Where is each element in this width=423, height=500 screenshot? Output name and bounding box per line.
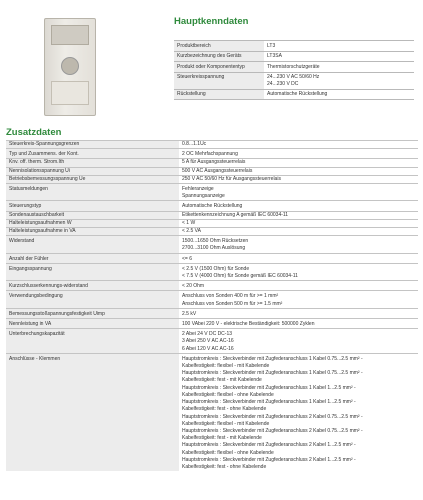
zusatzdaten-row	[6, 236, 418, 253]
spec-label: Steuerungstyp	[6, 201, 179, 211]
hauptkenndaten-row	[174, 89, 414, 100]
spec-label: Bemessungsstoßspannungsfestigkeit Uimp	[6, 308, 179, 318]
spec-label: Nennisolationsspannung Ui	[6, 167, 179, 175]
hauptkenndaten-heading: Hauptkenndaten	[174, 16, 249, 27]
spec-label: Halteleistungsaufnahme in VA	[6, 228, 179, 236]
spec-value-line: Hauptstromkreis : Steckverbinder mit Zugfederanschluss 1 Kabel 1...2.5 mm² -	[182, 384, 356, 391]
spec-value-line: Anschluss von Sonden 400 m für >= 1 mm²	[182, 293, 279, 300]
spec-value-line: < 7.5 V (4000 Ohm) für Sonde gemäß IEC 60034-11	[182, 273, 298, 280]
spec-label: Unterbrechungskapazität	[6, 329, 179, 354]
spec-value-line: 250 V AC 50/60 Hz für Ausgangssteuerrelais	[182, 175, 281, 182]
spec-value-line: Hauptstromkreis : Steckverbinder mit Zugfederanschluss 1 Kabel 0.75...2.5 mm² -	[182, 355, 363, 362]
spec-value-line: Etikettenkennzeichnung A gemäß IEC 60034-11	[182, 211, 289, 218]
spec-value	[264, 51, 414, 62]
zusatzdaten-row	[6, 228, 418, 236]
spec-label: Produktbereich	[174, 41, 264, 52]
spec-value-line: < 2.5 V (1500 Ohm) für Sonde	[182, 265, 250, 272]
hauptkenndaten-row	[174, 51, 414, 62]
spec-value-line: Automatische Rückstellung	[182, 203, 243, 210]
spec-label: Steuerkreisspannung	[174, 72, 264, 89]
spec-label: Kurzbezeichnung des Geräts	[174, 51, 264, 62]
spec-label: Nennleistung in VA	[6, 319, 179, 329]
zusatzdaten-row	[6, 167, 418, 175]
spec-value-line: 2 Abei 24 V DC DC-13	[182, 331, 233, 338]
spec-value-line: < 20 Ohm	[182, 283, 205, 290]
spec-value-line: Hauptstromkreis : Steckverbinder mit Zugfederanschluss 1 Kabel 0.75...2.5 mm² -	[182, 370, 363, 377]
spec-value-line: Hauptstromkreis : Steckverbinder mit Zugfederanschluss 2 Kabel 0.75...2.5 mm² -	[182, 427, 363, 434]
spec-value	[264, 62, 414, 73]
spec-value	[179, 201, 418, 211]
spec-label: Verwendungsbedingung	[6, 291, 179, 308]
spec-value-line: Kabelfestigkeit: flexibel - mit Kabelende	[182, 420, 270, 427]
spec-value	[264, 72, 414, 89]
spec-label: Knv. off. therm. Strom.Ith	[6, 159, 179, 167]
zusatzdaten-row	[6, 329, 418, 354]
spec-label: Sondenaustauschbarkeit	[6, 211, 179, 219]
spec-value-line: Kabelfestigkeit: fest - ohne Kabelende	[182, 463, 267, 470]
spec-value	[264, 89, 414, 100]
spec-value	[179, 228, 418, 236]
product-photo	[14, 8, 126, 120]
zusatzdaten-row	[6, 175, 418, 183]
zusatzdaten-table	[6, 140, 418, 471]
spec-value-line: LT3	[267, 42, 276, 49]
zusatzdaten-row	[6, 291, 418, 308]
spec-value-line: 24...230 V DC	[267, 80, 299, 87]
spec-value-line: Anschluss von Sonden 500 m für >= 1.5 mm²	[182, 300, 283, 307]
spec-label: Produkt oder Komponententyp	[174, 62, 264, 73]
spec-value-line: 2.5 kV	[182, 310, 197, 317]
spec-value	[179, 281, 418, 291]
spec-value-line: Hauptstromkreis : Steckverbinder mit Zugfederanschluss 2 Kabel 0.75...2.5 mm² -	[182, 413, 363, 420]
spec-value	[179, 141, 418, 149]
spec-value	[179, 308, 418, 318]
zusatzdaten-row	[6, 281, 418, 291]
spec-value	[179, 219, 418, 227]
spec-value-line: Hauptstromkreis : Steckverbinder mit Zugfederanschluss 2 Kabel 1...2.5 mm² -	[182, 456, 356, 463]
spec-value-line: Fehleranzeige	[182, 186, 214, 193]
zusatzdaten-row	[6, 308, 418, 318]
zusatzdaten-row	[6, 353, 418, 471]
spec-label: Anschlüsse - Klemmen	[6, 353, 179, 471]
spec-label: Widerstand	[6, 236, 179, 253]
spec-value	[264, 41, 414, 52]
spec-label: Eingangsspannung	[6, 263, 179, 280]
spec-value-line: 6 Abei 120 V AC AC-16	[182, 345, 234, 352]
spec-value-line: < 1 W	[182, 219, 196, 226]
spec-value-line: Kabelfestigkeit: flexibel - ohne Kabelende	[182, 449, 274, 456]
spec-value	[179, 329, 418, 354]
spec-value-line: Hauptstromkreis : Steckverbinder mit Zugfederanschluss 1 Kabel 1...2.5 mm² -	[182, 399, 356, 406]
spec-value	[179, 159, 418, 167]
zusatzdaten-row	[6, 141, 418, 149]
spec-value-line: Spannungsanzeige	[182, 193, 225, 200]
spec-value-line: 100 VAbei 220 V - elektrische Beständigkeit: 500000 Zyklen	[182, 321, 315, 328]
spec-value-line: Kabelfestigkeit: fest - mit Kabelende	[182, 435, 262, 442]
spec-value	[179, 253, 418, 263]
spec-label: Statusmeldungen	[6, 184, 179, 201]
spec-value-line: 500 V AC Ausgangssteuerrelais	[182, 167, 253, 174]
spec-value-line: 0.8...1.1Uc	[182, 141, 207, 147]
spec-value-line: 3 Abei 250 V AC AC-16	[182, 338, 234, 345]
zusatzdaten-row	[6, 219, 418, 227]
spec-label: Anzahl der Fühler	[6, 253, 179, 263]
spec-value-line: Kabelfestigkeit: fest - ohne Kabelende	[182, 406, 267, 413]
zusatzdaten-row	[6, 149, 418, 159]
spec-value	[179, 167, 418, 175]
spec-value-line: Automatische Rückstellung	[267, 91, 328, 97]
spec-label: Halteleistungsaufnahmen W	[6, 219, 179, 227]
spec-value-line: 5 A für Ausgangssteuerrelais	[182, 159, 246, 166]
spec-value	[179, 149, 418, 159]
zusatzdaten-row	[6, 253, 418, 263]
zusatzdaten-row	[6, 184, 418, 201]
spec-value-line: <= 6	[182, 255, 193, 262]
spec-value-line: LT3SA	[267, 53, 282, 59]
spec-value-line: Hauptstromkreis : Steckverbinder mit Zugfederanschluss 2 Kabel 1...2.5 mm² -	[182, 442, 356, 449]
spec-label: Betriebsbemessungsspannung Ue	[6, 175, 179, 183]
spec-value-line: 2 OC Mehrfachspannung	[182, 151, 238, 158]
spec-value-line: 1500...1650 Ohm Rücksetzen	[182, 238, 249, 245]
zusatzdaten-row	[6, 201, 418, 211]
spec-value	[179, 211, 418, 219]
spec-value	[179, 236, 418, 253]
spec-value-line: Kabelfestigkeit: flexibel - ohne Kabelende	[182, 391, 274, 398]
zusatzdaten-heading: Zusatzdaten	[6, 127, 62, 138]
spec-label: Rückstellung	[174, 89, 264, 100]
hauptkenndaten-row	[174, 41, 414, 52]
hauptkenndaten-table	[174, 40, 414, 100]
spec-value	[179, 319, 418, 329]
spec-value	[179, 291, 418, 308]
spec-value-line: < 2.5 VA	[182, 228, 201, 235]
zusatzdaten-row	[6, 159, 418, 167]
zusatzdaten-row	[6, 263, 418, 280]
spec-value	[179, 263, 418, 280]
hauptkenndaten-row	[174, 62, 414, 73]
spec-value-line: Kabelfestigkeit: flexibel - mit Kabelende	[182, 363, 270, 370]
relay-device-image	[44, 18, 96, 116]
device-front-window	[51, 25, 89, 45]
zusatzdaten-row	[6, 319, 418, 329]
zusatzdaten-row	[6, 211, 418, 219]
spec-label: Steuerkreis-Spannungsgrenzen	[6, 141, 179, 149]
spec-value-line: Kabelfestigkeit: fest - mit Kabelende	[182, 377, 262, 384]
spec-label: Typ und Zusammens. der Kont.	[6, 149, 179, 159]
device-dial-icon	[61, 57, 79, 75]
spec-value-line: 24...230 V AC 50/60 Hz	[267, 74, 320, 80]
spec-label: Kurzschlusserkennungs-widerstand	[6, 281, 179, 291]
device-label-plate	[51, 81, 89, 105]
spec-value	[179, 175, 418, 183]
spec-value	[179, 184, 418, 201]
hauptkenndaten-row	[174, 72, 414, 89]
spec-value-line: Thermistorschutzgeräte	[267, 63, 320, 70]
spec-value	[179, 353, 418, 471]
spec-value-line: 2700...3100 Ohm Auslösung	[182, 245, 246, 252]
